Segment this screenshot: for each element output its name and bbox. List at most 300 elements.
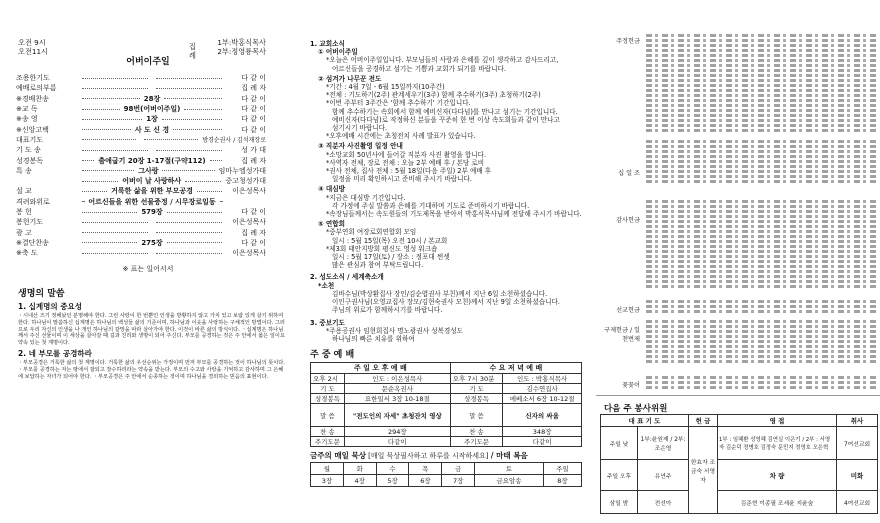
order-item-person: 임마누엘성가대 bbox=[218, 166, 267, 175]
announcement-line: 이인구권사님(오영교집사 장모/김현숙권사 모친)께서 지난 9일 소천하셨습니다. bbox=[332, 298, 560, 307]
order-item-person: 집 례 자 bbox=[241, 156, 266, 165]
standing-note: ※ 표는 일어서서 bbox=[122, 265, 174, 274]
order-row bbox=[16, 227, 266, 237]
life-heading: 2. 네 부모를 공경하라 bbox=[18, 349, 92, 359]
reading-day: 화 bbox=[343, 463, 376, 475]
vol-header: 영 접 bbox=[718, 415, 837, 427]
donor-names-line bbox=[646, 240, 876, 243]
order-row bbox=[16, 135, 266, 145]
volunteers-title: 다음 주 봉사위원 bbox=[604, 404, 668, 414]
announcement-line: *주용공권사 임현희집사 명노광권사 성복경성도 bbox=[326, 326, 463, 335]
vol-header: 대 표 기 도 bbox=[601, 415, 689, 427]
dot-leader bbox=[156, 253, 222, 254]
order-row bbox=[16, 83, 266, 93]
order-item-name: ※축 도 bbox=[16, 249, 38, 258]
dot-leader bbox=[82, 181, 118, 182]
time: 오후 2시 bbox=[311, 374, 345, 384]
dot-leader bbox=[184, 109, 222, 110]
donor-names-line bbox=[646, 230, 876, 233]
dot-leader bbox=[156, 150, 222, 151]
dot-leader bbox=[82, 78, 148, 79]
order-item-person: 다 같 이 bbox=[241, 74, 266, 83]
dot-leader bbox=[82, 222, 148, 223]
announcement-subtitle: *소천 bbox=[318, 281, 335, 290]
offering-column bbox=[596, 0, 880, 523]
announcement-line: *전체 : 기도하기(2주) 관계세우기(3주) 함께 추수하기(3주) 초청하기(2주) bbox=[326, 91, 541, 100]
order-item-content: 275장 bbox=[141, 238, 163, 247]
order-item-person: 방경순권사 / 김석재장로 bbox=[202, 137, 267, 145]
order-item-name: 격려와위로 bbox=[16, 197, 50, 206]
vol-row-label: 주일 오후 bbox=[601, 460, 638, 491]
announcement-line: *권사 전체, 집사 전체 : 5월 18일(다음 주일) 2부 예배 후 bbox=[326, 167, 492, 176]
dot-leader bbox=[82, 88, 148, 89]
duty-value: 요한일서 3장 10-18절 bbox=[344, 394, 450, 404]
announcement-line: 예비신자(다다넘)로 작정하신 분들을 꾸준히 한 번 이상 속도회들과 같이 만나고 bbox=[332, 115, 560, 124]
donor-names-line bbox=[646, 109, 876, 112]
duty-value: 김수연집사 bbox=[503, 384, 582, 394]
reading-chapter: 7장 bbox=[442, 475, 475, 487]
donor-name-group bbox=[646, 300, 876, 314]
reading-day: 수 bbox=[376, 463, 409, 475]
reading-day: 월 bbox=[311, 463, 344, 475]
donor-name-group bbox=[646, 200, 876, 214]
sunday-pm-heading: 주 일 오 후 예 배 bbox=[311, 363, 451, 374]
order-row bbox=[16, 186, 266, 196]
vol-greet: 1부 : 임혜환 성영혜 김연실 이은기 / 2부 : 서영자 김순덕 정병호 김정숙 문민지 정영호 오은혁 bbox=[718, 427, 837, 460]
order-row bbox=[16, 124, 266, 134]
offering-label: 십 일 조 bbox=[618, 170, 640, 177]
vol-offering: 한효자 조금숙 서영자 bbox=[689, 427, 718, 514]
donor-names-line bbox=[646, 79, 876, 82]
duty-label: 말 씀 bbox=[450, 404, 503, 427]
dot-leader bbox=[82, 212, 137, 213]
donor-names-line bbox=[646, 165, 876, 168]
dot-leader bbox=[82, 109, 120, 110]
dot-leader bbox=[82, 201, 84, 202]
dot-leader bbox=[156, 88, 222, 89]
vol-prayer: 1부:윤원재 / 2부:조은영 bbox=[638, 427, 689, 460]
duty-label: 주기도문 bbox=[450, 437, 503, 447]
order-row bbox=[16, 197, 266, 207]
order-item-content: 어버이 날 사랑하사 bbox=[122, 177, 182, 186]
order-item-name: ※교 독 bbox=[16, 105, 38, 114]
duty-label: 말 씀 bbox=[311, 404, 345, 427]
leader: 인도 : 박홍식목사 bbox=[503, 374, 582, 384]
announcement-line: *이번 주부터 3주간은 '함께 추수하기' 기간입니다. bbox=[326, 99, 471, 108]
reading-day: 토 bbox=[475, 463, 544, 475]
duty-label: 주기도문 bbox=[311, 437, 345, 447]
duty-value: 294장 bbox=[344, 427, 450, 437]
donor-names-line bbox=[646, 114, 876, 117]
announcement-line: 하나님의 빠른 치유를 위하여 bbox=[332, 334, 415, 343]
donor-names-line bbox=[646, 54, 876, 57]
dot-leader bbox=[82, 98, 140, 99]
leader: 1부:박홍식목사 bbox=[217, 38, 266, 47]
offering-label: 구제헌금 / 일천번제 bbox=[604, 327, 640, 343]
service-leaders bbox=[189, 38, 266, 60]
announcement-line: *소망교회 50년사에 들어갈 직분자 사진 촬영을 합니다. bbox=[326, 150, 487, 159]
order-row bbox=[16, 166, 266, 176]
order-row bbox=[16, 145, 266, 155]
donor-names-line bbox=[646, 89, 876, 92]
order-row bbox=[16, 155, 266, 165]
announcement-line: *속장님들께서는 속도원들의 기도제목을 받아서 박홍식목사님께 전달해 주시기 바랍니다. bbox=[326, 210, 582, 219]
announcement-subtitle: ④ 대심방 bbox=[318, 185, 345, 194]
vol-greet: 김준현 이종필 조세윤 지윤숲 bbox=[718, 491, 837, 514]
donor-names-line bbox=[646, 119, 876, 122]
order-row bbox=[16, 73, 266, 83]
donor-names-line bbox=[646, 340, 876, 343]
donor-names-line bbox=[646, 320, 876, 323]
dot-leader bbox=[82, 242, 137, 243]
service-header bbox=[0, 0, 296, 60]
dot-leader bbox=[197, 191, 222, 192]
announcement-line: 일시 : 5월 17일(토) / 장소 : 정포대 썬셋 bbox=[332, 253, 450, 262]
dot-leader bbox=[82, 150, 148, 151]
offering-label: 주정헌금 bbox=[616, 38, 640, 45]
dot-leader bbox=[173, 129, 222, 130]
donor-names-line bbox=[646, 235, 876, 238]
vol-row-label: 주일 낮 bbox=[601, 427, 638, 460]
life-title: 생명의 말씀 bbox=[18, 289, 65, 300]
donor-names-line bbox=[646, 386, 876, 389]
donor-names-line bbox=[646, 140, 876, 143]
order-item-name: ※신앙고백 bbox=[16, 125, 49, 134]
donor-names-line bbox=[646, 155, 876, 158]
vol-header: 취사 bbox=[837, 415, 878, 427]
announcement-section-title: 1. 교회소식 bbox=[310, 40, 345, 48]
order-item-content: 거룩한 삶을 위한 부모공경 bbox=[111, 187, 193, 196]
order-item-person: 중고청성가대 bbox=[225, 177, 266, 186]
dot-leader bbox=[162, 119, 222, 120]
donor-names-line bbox=[646, 280, 876, 283]
service-times bbox=[18, 38, 48, 56]
order-item-person: 다 같 이 bbox=[241, 94, 267, 103]
order-row bbox=[16, 94, 266, 104]
order-item-name: 기 도 송 bbox=[16, 146, 41, 155]
donor-names-line bbox=[646, 350, 876, 353]
wednesday-heading: 수 요 저 녁 예 배 bbox=[450, 363, 581, 374]
order-item-person: 다 같 이 bbox=[241, 208, 266, 216]
donor-names-line bbox=[646, 270, 876, 273]
dot-leader bbox=[164, 98, 222, 99]
announcement-line: *중부연회 여장로회연합회 모임 bbox=[326, 228, 417, 237]
reading-day: 주일 bbox=[543, 463, 581, 475]
donor-name-group bbox=[646, 34, 876, 48]
order-item-person: 성 가 대 bbox=[241, 146, 266, 155]
donor-names-line bbox=[646, 44, 876, 47]
order-item-name: 특 송 bbox=[16, 166, 32, 175]
announcement-item bbox=[310, 185, 582, 218]
donor-names-line bbox=[646, 220, 876, 223]
announcement-line: *지금은 대심방 기간입니다. bbox=[326, 193, 406, 202]
duty-value: 348장 bbox=[503, 427, 582, 437]
time: 오후 7시 30분 bbox=[450, 374, 503, 384]
reading-chapter: 3장 bbox=[311, 475, 344, 487]
donor-names-line bbox=[646, 225, 876, 228]
dot-leader bbox=[82, 170, 134, 171]
donor-names-line bbox=[646, 310, 876, 313]
offering-label: 선교헌금 bbox=[616, 307, 640, 314]
donor-names-line bbox=[646, 34, 876, 37]
leader: 인도 : 이은성목사 bbox=[344, 374, 450, 384]
order-item-person: 집 례 자 bbox=[241, 84, 266, 93]
leader-label: 집례 bbox=[189, 42, 196, 60]
donor-names-line bbox=[646, 84, 876, 87]
announcement-line: *제3회 태안지방회 평신도 영성 워크숍 bbox=[326, 244, 438, 253]
donor-names-line bbox=[646, 360, 876, 363]
donor-names-line bbox=[646, 180, 876, 183]
donor-names-line bbox=[646, 49, 876, 52]
car-label: 차 량 bbox=[718, 460, 837, 491]
vol-prayer: 유연주 bbox=[638, 460, 689, 491]
order-list bbox=[0, 73, 296, 258]
announcements bbox=[300, 0, 592, 343]
reading-chapter: 5장 bbox=[376, 475, 409, 487]
order-row bbox=[16, 238, 266, 248]
announcement-line: 많은 관심과 참여 부탁드립니다. bbox=[332, 261, 424, 270]
duty-label: 성경봉독 bbox=[450, 394, 503, 404]
donor-names-line bbox=[646, 325, 876, 328]
offering-label: 감사헌금 bbox=[616, 217, 640, 224]
order-item-name: 예배로의부름 bbox=[16, 84, 57, 93]
donor-names-line bbox=[646, 260, 876, 263]
order-item-name: 성경봉독 bbox=[16, 156, 44, 165]
announcement-section-title: 3. 중보기도 bbox=[310, 318, 345, 327]
reading-title: 금주의 매일 묵상 bbox=[310, 451, 366, 461]
vol-prayer: 전선아 bbox=[638, 491, 689, 514]
dot-leader bbox=[82, 232, 148, 233]
announcement-item bbox=[310, 48, 582, 73]
vol-header: 헌 금 bbox=[689, 415, 718, 427]
donor-names-line bbox=[646, 145, 876, 148]
offering-list bbox=[596, 0, 880, 396]
donor-names-line bbox=[646, 285, 876, 288]
duty-value: "전도인의 자세" 초청잔치 영상 bbox=[344, 404, 450, 427]
vol-cook: 4여선교회 bbox=[837, 491, 878, 514]
donor-names-line bbox=[646, 330, 876, 333]
donor-names-line bbox=[646, 250, 876, 253]
announcement-line: 어르신들을 공경하고 섬기는 기쁨과 교회가 되기를 바랍니다. bbox=[332, 64, 506, 73]
announcement-line: 섬기시기 바랍니다. bbox=[332, 124, 388, 133]
dot-leader bbox=[82, 129, 131, 130]
order-item-name: 봉 헌 bbox=[16, 208, 32, 216]
reading-chapter: 8장 bbox=[543, 475, 581, 487]
donor-names-line bbox=[646, 381, 876, 384]
duty-label: 기 도 bbox=[311, 384, 345, 394]
reading-day: 금 bbox=[442, 463, 475, 475]
announcement-item bbox=[310, 142, 582, 183]
donor-names-line bbox=[646, 275, 876, 278]
donor-names-line bbox=[646, 335, 876, 338]
dot-leader bbox=[82, 119, 142, 120]
duty-label: 찬 송 bbox=[450, 427, 503, 437]
reading-chapter: 6장 bbox=[409, 475, 442, 487]
dot-leader bbox=[82, 253, 148, 254]
announcement-line: 일정을 미리 확인하시고 준비해 주시기 바랍니다. bbox=[332, 175, 472, 184]
dot-leader bbox=[144, 139, 198, 140]
life-heading: 1. 십계명의 중요성 bbox=[18, 302, 83, 312]
dot-leader bbox=[82, 191, 107, 192]
donor-names-line bbox=[646, 200, 876, 203]
service-title: 어버이주일 bbox=[126, 57, 170, 67]
order-item-name: 대표기도 bbox=[16, 135, 44, 144]
daily-reading-table bbox=[310, 462, 582, 487]
volunteers-table bbox=[600, 414, 878, 514]
order-row bbox=[16, 207, 266, 217]
order-item-content: 579장 bbox=[141, 208, 163, 216]
donor-names-line bbox=[646, 205, 876, 208]
order-item-person: 이은성목사 bbox=[232, 187, 267, 196]
reading-chapter: 금요암송 bbox=[475, 475, 544, 487]
duty-label: 기 도 bbox=[450, 384, 503, 394]
announcement-subtitle: ② 섬겨가 나무꾼 전도 bbox=[318, 74, 382, 83]
donor-names-line bbox=[646, 160, 876, 163]
order-item-content: 사 도 신 경 bbox=[134, 125, 170, 134]
life-paragraph: ㆍ부모공경은 거룩한 삶의 첫 계명이다. 거룩한 삶의 우선순위는 가정이며 먼저 부모를 공경하는 것이 하나님의 뜻이다. ㆍ부모를 공경하는 자는 땅에서 잘되고 장수하리라는 약속을 받는다. 부모의 수고와 사랑을 기억하고 감사하며 그 은혜에 보답하는 자녀가 되어야 한다. ㆍ부모공경은 주 안에서 순종하는 것이며 하나님을 경외하는 믿음의 표현이다. bbox=[18, 360, 285, 380]
order-row bbox=[16, 104, 266, 114]
donor-names-line bbox=[646, 170, 876, 173]
dot-leader bbox=[156, 78, 222, 79]
announcement-subtitle: ① 어버이주일 bbox=[318, 48, 358, 57]
donor-names-line bbox=[646, 255, 876, 258]
dot-leader bbox=[220, 201, 222, 202]
order-item-name: ※송 영 bbox=[16, 115, 38, 124]
dot-leader bbox=[210, 160, 222, 161]
dot-leader bbox=[82, 160, 94, 161]
order-item-name: 조용한기도 bbox=[16, 74, 50, 83]
order-item-name: ※결단찬송 bbox=[16, 238, 49, 247]
duty-label: 성경봉독 bbox=[311, 394, 345, 404]
announcement-line: 주님의 위로가 함께하시기를 바랍니다. bbox=[332, 306, 443, 315]
donor-names-line bbox=[646, 355, 876, 358]
donor-names-line bbox=[646, 124, 876, 127]
announcements-column bbox=[300, 0, 592, 523]
donor-names-line bbox=[646, 376, 876, 379]
dot-leader bbox=[185, 181, 221, 182]
announcement-subtitle: ⑤ 연합회 bbox=[318, 220, 345, 229]
reading-suffix: / 마태 복음 bbox=[490, 451, 528, 461]
order-row bbox=[16, 217, 266, 227]
donor-names-line bbox=[646, 94, 876, 97]
duty-value: 다같이 bbox=[503, 437, 582, 447]
announcement-line: *오늘은 어버이주일입니다. 부모님들의 사랑과 은혜를 깊이 생각하고 감사드리고, bbox=[326, 56, 559, 65]
donor-names-line bbox=[646, 305, 876, 308]
announcement-section-title: 2. 성도소식 / 세계축소개 bbox=[310, 273, 384, 282]
donor-names-line bbox=[646, 99, 876, 102]
announcement-line: 함께 추수하기는 속회에서 함께 예비신자(다다넘)를 만나고 섬기는 기간입니다. bbox=[332, 107, 558, 116]
donor-names-line bbox=[646, 39, 876, 42]
duty-value: 에베소서 6장 10-12절 bbox=[503, 394, 582, 404]
order-item-person: 다 같 이 bbox=[241, 238, 266, 247]
donor-names-line bbox=[646, 69, 876, 72]
order-row bbox=[16, 176, 266, 186]
dot-leader bbox=[167, 242, 222, 243]
announcement-line: 김바수님(박상환집사 장인/김순엽권사 부친)께서 지난 6일 소천하셨습니다. bbox=[332, 289, 548, 298]
announcement-item bbox=[310, 220, 582, 269]
announcement-line: *오후예배 시간에는 초청전치 사례 발표가 있습니다. bbox=[326, 132, 476, 141]
flower-label: 미화 bbox=[837, 460, 878, 491]
duty-label: 찬 송 bbox=[311, 427, 345, 437]
donor-names-line bbox=[646, 345, 876, 348]
donor-name-group bbox=[646, 140, 876, 154]
leader: 2부:정영룡목사 bbox=[217, 47, 266, 56]
weekday-worship-title: 주 중 예 배 bbox=[310, 350, 355, 361]
announcement-item bbox=[310, 282, 582, 315]
order-item-content: 28장 bbox=[143, 94, 161, 103]
order-item-content: 98번(어버이주일) bbox=[123, 105, 181, 114]
order-item-person: 다 같 이 bbox=[241, 115, 267, 124]
donor-names-line bbox=[646, 150, 876, 153]
dot-leader bbox=[82, 139, 136, 140]
donor-names-line bbox=[646, 175, 876, 178]
reading-day: 목 bbox=[409, 463, 442, 475]
dot-leader bbox=[156, 222, 222, 223]
announcement-line: 각 가정에 주실 말씀과 은혜를 기대하며 기도로 준비하시기 바랍니다. bbox=[332, 201, 530, 210]
announcement-item bbox=[310, 75, 582, 141]
announcement-item bbox=[310, 327, 582, 343]
service-time: 오전 9시 bbox=[18, 38, 46, 47]
order-item-content: 그사랑 bbox=[138, 166, 159, 175]
donor-names-line bbox=[646, 245, 876, 248]
donor-names-line bbox=[646, 210, 876, 213]
dot-leader bbox=[156, 232, 222, 233]
offering-label: 꽃꽂이 bbox=[622, 382, 640, 389]
donor-name-group bbox=[646, 320, 876, 334]
duty-value: 다같이 bbox=[344, 437, 450, 447]
announcement-subtitle: ③ 직분자 사진촬영 일정 안내 bbox=[318, 142, 403, 151]
donor-names-line bbox=[646, 265, 876, 268]
announcement-line: 일시 : 5월 15일(목) 오전 10시 / 본교회 bbox=[332, 236, 448, 245]
life-paragraph: ㆍ시내산 즈기 정해놨던 분명해야 한다. 그런 사랑이 한 번뿐인 인생을 방황하지 않고 가치 있고 보람 있게 살기 위하여 한다. 하나님이 말씀하신 십계명은 하나님의 백성들 삶의 기준이며, 하나님과 이웃을 사랑하는 구체적인 방법이다. 그러므로 우리 자신의 인생을 나 개인 하나님의 갈망을 따라 살아가야 한다. 이것이 바른 삶의 방식이다. ㆍ십계명은 하나님께서 주신 선물이며 이 세상을 살아갈 때 길과 진리와 생명이 되어 주신다. 부모를 공경하는 것은 주 안에서 옳은 일이요 약속 있는 첫 계명이다. bbox=[18, 313, 285, 346]
announcement-line: *기간 : 4월 7일 - 6월 15일까지(10주간) bbox=[326, 83, 445, 92]
order-item-name: 봉헌기도 bbox=[16, 218, 44, 227]
vol-cook: 7여선교회 bbox=[837, 427, 878, 460]
duty-value: 문순옥권사 bbox=[344, 384, 450, 394]
donor-name-group bbox=[646, 376, 876, 390]
donor-names-line bbox=[646, 129, 876, 132]
announcement-line: *사역자 전체, 장로 전체 : 오늘 2부 예배 후 / 본당 로비 bbox=[326, 158, 485, 167]
reading-desc: [매일 묵상필사하고 하루를 시작하세요] bbox=[368, 452, 489, 461]
donor-names-line bbox=[646, 64, 876, 67]
donor-names-line bbox=[646, 300, 876, 303]
order-item-person: 다 같 이 bbox=[241, 105, 266, 114]
order-item-name: ※경배찬송 bbox=[16, 94, 49, 103]
order-item-name: 광 고 bbox=[16, 228, 32, 237]
donor-names-line bbox=[646, 215, 876, 218]
dot-leader bbox=[167, 212, 222, 213]
donor-names-line bbox=[646, 104, 876, 107]
order-item-content: 1장 bbox=[146, 115, 158, 124]
weekday-worship-table bbox=[310, 362, 582, 447]
order-row bbox=[16, 114, 266, 124]
vol-row-label: 삼일 밤 bbox=[601, 491, 638, 514]
order-item-content: 출애굽기 20장 1-17절(구약112) bbox=[98, 156, 206, 165]
order-of-worship-column bbox=[0, 0, 296, 523]
order-item-person: 다 같 이 bbox=[241, 125, 267, 134]
dot-leader bbox=[162, 170, 214, 171]
order-item-name: 설 교 bbox=[16, 187, 32, 196]
donor-names-line bbox=[646, 74, 876, 77]
order-item-content: 어르신들을 위한 선물증정 / 시무장로일동 bbox=[88, 197, 216, 206]
donor-names-line bbox=[646, 59, 876, 62]
order-item-person: 이은성목사 bbox=[232, 249, 266, 258]
duty-value: 신자의 싸움 bbox=[503, 404, 582, 427]
service-time: 오전11시 bbox=[18, 47, 48, 56]
order-item-person: 집 례 자 bbox=[241, 228, 266, 237]
order-row bbox=[16, 248, 266, 258]
reading-chapter: 4장 bbox=[343, 475, 376, 487]
